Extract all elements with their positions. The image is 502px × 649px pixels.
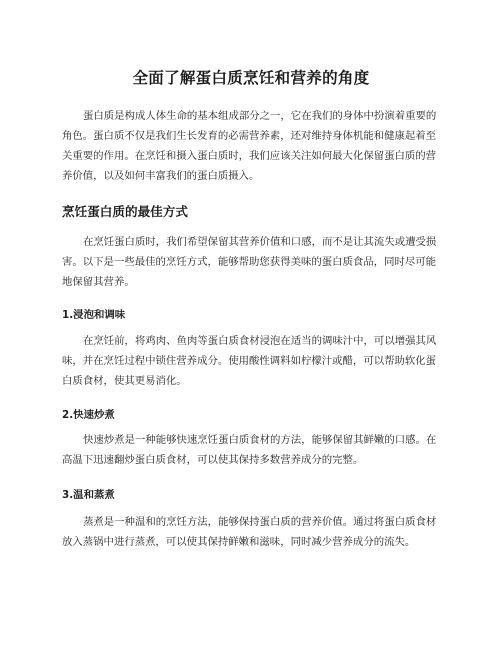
subheading-soak-season: 1.浸泡和调味 — [62, 309, 126, 321]
document-title: 全面了解蛋白质烹饪和营养的角度 — [132, 69, 370, 87]
section-intro-paragraph: 在烹饪蛋白质时，我们希望保留其营养价值和口感，而不是让其流失或遭受损害。以下是一些最佳的烹饪方式，能够帮助您获得美味的蛋白质食品，同时尽可能地保留其营养。 — [62, 236, 437, 288]
subheading-quick-stir-fry: 2.快速炒煮 — [62, 409, 115, 421]
intro-paragraph: 蛋白质是构成人体生命的基本组成部分之一，它在我们的身体中扮演着重要的角色。蛋白质不仅是我们生长发育的必需营养素，还对维持身体机能和健康起着至关重要的作用。在烹饪和摄入蛋白质时，我们应该关注如何最大化保留蛋白质的营养价值，以及如何丰富我们的蛋白质摄入。 — [62, 110, 437, 182]
section-heading: 烹饪蛋白质的最佳方式 — [62, 204, 188, 219]
subheading-gentle-steaming: 3.温和蒸煮 — [62, 489, 115, 501]
paragraph-soak-season: 在烹饪前，将鸡肉、鱼肉等蛋白质食材浸泡在适当的调味汁中，可以增强其风味，并在烹饪过程中锁住营养成分。使用酸性调料如柠檬汁或醋，可以帮助软化蛋白质食材，使其更易消化。 — [62, 335, 437, 387]
paragraph-gentle-steaming: 蒸煮是一种温和的烹饪方法，能够保持蛋白质的营养价值。通过将蛋白质食材放入蒸锅中进行蒸煮，可以使其保持鲜嫩和滋味，同时减少营养成分的流失。 — [62, 516, 437, 548]
paragraph-quick-stir-fry: 快速炒煮是一种能够快速烹饪蛋白质食材的方法，能够保留其鲜嫩的口感。在高温下迅速翻炒蛋白质食材，可以使其保持多数营养成分的完整。 — [62, 434, 437, 466]
